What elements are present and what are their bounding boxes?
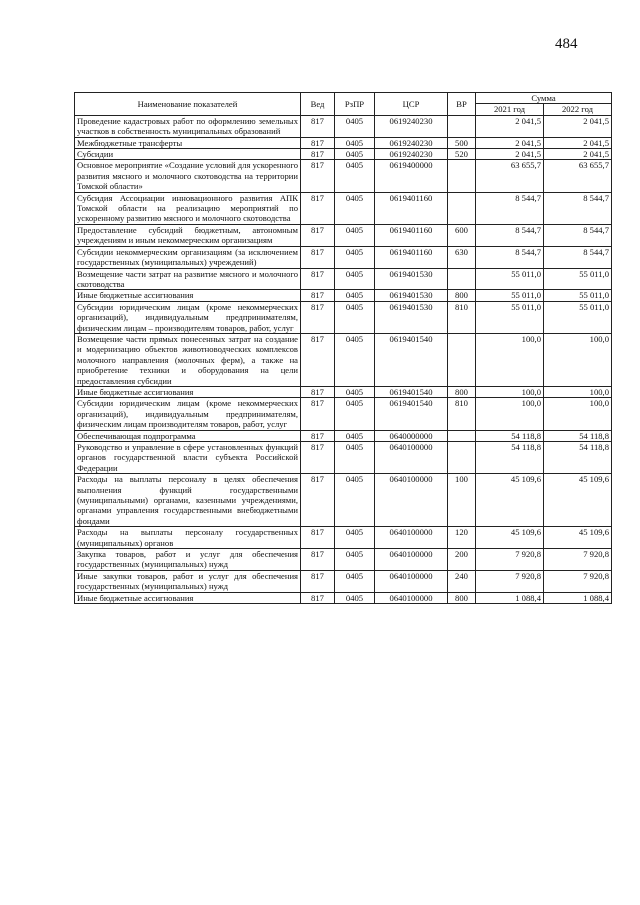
- cell-csr: 0619401160: [375, 224, 448, 246]
- cell-ved: 817: [301, 549, 335, 571]
- cell-y2021: 1 088,4: [476, 592, 544, 603]
- cell-y2021: 54 118,8: [476, 442, 544, 474]
- cell-rzpr: 0405: [335, 386, 375, 397]
- cell-name: Расходы на выплаты персоналу в целях обеспечения выполнения функций государственными (муниципальными) органами, казенными учреждениями, органами управления государственными внебюджетными фондами: [75, 474, 301, 527]
- cell-y2021: 8 544,7: [476, 192, 544, 224]
- cell-y2021: 54 118,8: [476, 430, 544, 441]
- cell-y2021: 2 041,5: [476, 149, 544, 160]
- cell-y2021: 55 011,0: [476, 301, 544, 333]
- cell-ved: 817: [301, 570, 335, 592]
- cell-vr: [448, 430, 476, 441]
- cell-y2021: 100,0: [476, 398, 544, 430]
- cell-y2022: 55 011,0: [544, 268, 612, 290]
- cell-vr: 500: [448, 137, 476, 148]
- cell-y2021: 55 011,0: [476, 290, 544, 301]
- cell-csr: 0640100000: [375, 442, 448, 474]
- table-row: [75, 290, 612, 301]
- cell-name: Предоставление субсидий бюджетным, автономным учреждениям и иным некоммерческим организациям: [75, 224, 301, 246]
- table-body: [75, 115, 612, 603]
- cell-ved: 817: [301, 224, 335, 246]
- cell-ved: 817: [301, 474, 335, 527]
- cell-name: Расходы на выплаты персоналу государственных (муниципальных) органов: [75, 527, 301, 549]
- cell-csr: 0640100000: [375, 549, 448, 571]
- table-row: [75, 527, 612, 549]
- cell-rzpr: 0405: [335, 160, 375, 192]
- table-row: [75, 442, 612, 474]
- cell-y2022: 55 011,0: [544, 290, 612, 301]
- cell-rzpr: 0405: [335, 474, 375, 527]
- cell-y2021: 8 544,7: [476, 246, 544, 268]
- cell-y2021: 63 655,7: [476, 160, 544, 192]
- cell-vr: 520: [448, 149, 476, 160]
- cell-y2022: 63 655,7: [544, 160, 612, 192]
- cell-rzpr: 0405: [335, 192, 375, 224]
- table-row: [75, 224, 612, 246]
- cell-ved: 817: [301, 290, 335, 301]
- header-sum: Сумма: [476, 93, 612, 104]
- header-ved: Вед: [301, 93, 335, 116]
- cell-ved: 817: [301, 430, 335, 441]
- cell-vr: 810: [448, 301, 476, 333]
- cell-name: Межбюджетные трансферты: [75, 137, 301, 148]
- cell-rzpr: 0405: [335, 268, 375, 290]
- cell-vr: 630: [448, 246, 476, 268]
- cell-vr: [448, 442, 476, 474]
- page-number: 484: [555, 36, 578, 52]
- cell-vr: 240: [448, 570, 476, 592]
- cell-ved: 817: [301, 527, 335, 549]
- cell-name: Основное мероприятие «Создание условий для ускоренного развития мясного и молочного скотоводства на территории Томской области»: [75, 160, 301, 192]
- cell-y2022: 100,0: [544, 333, 612, 386]
- table-header: [75, 93, 612, 116]
- cell-y2022: 55 011,0: [544, 301, 612, 333]
- cell-vr: 810: [448, 398, 476, 430]
- cell-rzpr: 0405: [335, 570, 375, 592]
- cell-ved: 817: [301, 268, 335, 290]
- cell-vr: [448, 333, 476, 386]
- cell-csr: 0619400000: [375, 160, 448, 192]
- cell-y2022: 54 118,8: [544, 430, 612, 441]
- cell-rzpr: 0405: [335, 246, 375, 268]
- table-row: [75, 246, 612, 268]
- cell-y2022: 2 041,5: [544, 115, 612, 137]
- cell-y2022: 54 118,8: [544, 442, 612, 474]
- cell-name: Субсидия Ассоциации инновационного развития АПК Томской области на реализацию мероприятий по ускоренному развитию мясного и молочного скотоводства: [75, 192, 301, 224]
- table-row: [75, 160, 612, 192]
- cell-ved: 817: [301, 442, 335, 474]
- cell-ved: 817: [301, 160, 335, 192]
- cell-name: Иные бюджетные ассигнования: [75, 592, 301, 603]
- cell-csr: 0619401530: [375, 290, 448, 301]
- table-row: [75, 149, 612, 160]
- table-row: [75, 570, 612, 592]
- cell-csr: 0619240230: [375, 149, 448, 160]
- cell-ved: 817: [301, 246, 335, 268]
- cell-ved: 817: [301, 398, 335, 430]
- cell-vr: 800: [448, 592, 476, 603]
- header-rzpr: РзПР: [335, 93, 375, 116]
- cell-y2022: 8 544,7: [544, 246, 612, 268]
- cell-name: Возмещение части затрат на развитие мясного и молочного скотоводства: [75, 268, 301, 290]
- cell-csr: 0619401540: [375, 333, 448, 386]
- cell-name: Иные закупки товаров, работ и услуг для обеспечения государственных (муниципальных) нужд: [75, 570, 301, 592]
- cell-ved: 817: [301, 333, 335, 386]
- cell-y2021: 100,0: [476, 386, 544, 397]
- cell-rzpr: 0405: [335, 527, 375, 549]
- cell-y2022: 2 041,5: [544, 137, 612, 148]
- cell-csr: 0619401540: [375, 386, 448, 397]
- cell-vr: [448, 192, 476, 224]
- cell-y2022: 8 544,7: [544, 224, 612, 246]
- cell-y2022: 7 920,8: [544, 549, 612, 571]
- cell-name: Обеспечивающая подпрограмма: [75, 430, 301, 441]
- cell-vr: 200: [448, 549, 476, 571]
- cell-csr: 0640000000: [375, 430, 448, 441]
- cell-y2021: 55 011,0: [476, 268, 544, 290]
- cell-y2022: 2 041,5: [544, 149, 612, 160]
- cell-rzpr: 0405: [335, 149, 375, 160]
- table-row: [75, 301, 612, 333]
- cell-ved: 817: [301, 301, 335, 333]
- cell-vr: 800: [448, 386, 476, 397]
- table-row: [75, 549, 612, 571]
- cell-y2021: 45 109,6: [476, 527, 544, 549]
- cell-y2021: 2 041,5: [476, 137, 544, 148]
- cell-rzpr: 0405: [335, 224, 375, 246]
- cell-y2022: 1 088,4: [544, 592, 612, 603]
- cell-csr: 0640100000: [375, 474, 448, 527]
- cell-name: Иные бюджетные ассигнования: [75, 290, 301, 301]
- cell-y2021: 7 920,8: [476, 549, 544, 571]
- cell-y2021: 7 920,8: [476, 570, 544, 592]
- cell-y2021: 2 041,5: [476, 115, 544, 137]
- cell-rzpr: 0405: [335, 442, 375, 474]
- table-row: [75, 137, 612, 148]
- cell-rzpr: 0405: [335, 333, 375, 386]
- cell-csr: 0619401530: [375, 301, 448, 333]
- cell-rzpr: 0405: [335, 137, 375, 148]
- cell-name: Субсидии: [75, 149, 301, 160]
- cell-y2021: 45 109,6: [476, 474, 544, 527]
- header-vr: ВР: [448, 93, 476, 116]
- table-row: [75, 592, 612, 603]
- cell-csr: 0619401160: [375, 246, 448, 268]
- table-row: [75, 192, 612, 224]
- cell-ved: 817: [301, 115, 335, 137]
- cell-name: Иные бюджетные ассигнования: [75, 386, 301, 397]
- table-row: [75, 386, 612, 397]
- cell-rzpr: 0405: [335, 592, 375, 603]
- cell-name: Субсидии некоммерческим организациям (за исключением государственных (муниципальных) учреждений): [75, 246, 301, 268]
- cell-name: Субсидии юридическим лицам (кроме некоммерческих организаций), индивидуальным предпринимателям, физическим лицам – производителям товаров, работ, услуг: [75, 301, 301, 333]
- cell-rzpr: 0405: [335, 115, 375, 137]
- header-name: Наименование показателей: [75, 93, 301, 116]
- cell-y2021: 100,0: [476, 333, 544, 386]
- header-csr: ЦСР: [375, 93, 448, 116]
- cell-csr: 0619401160: [375, 192, 448, 224]
- cell-rzpr: 0405: [335, 549, 375, 571]
- table-row: [75, 268, 612, 290]
- cell-csr: 0619401530: [375, 268, 448, 290]
- cell-vr: [448, 115, 476, 137]
- cell-vr: 120: [448, 527, 476, 549]
- cell-rzpr: 0405: [335, 290, 375, 301]
- cell-y2021: 8 544,7: [476, 224, 544, 246]
- header-2022: 2022 год: [544, 104, 612, 115]
- cell-vr: [448, 160, 476, 192]
- cell-vr: [448, 268, 476, 290]
- table-row: [75, 474, 612, 527]
- cell-name: Субсидии юридическим лицам (кроме некоммерческих организаций), индивидуальным предпринимателям, физическим лицам производителям товаров, работ, услуг: [75, 398, 301, 430]
- cell-csr: 0619401540: [375, 398, 448, 430]
- cell-vr: 100: [448, 474, 476, 527]
- cell-ved: 817: [301, 137, 335, 148]
- cell-vr: 800: [448, 290, 476, 301]
- cell-csr: 0640100000: [375, 527, 448, 549]
- budget-table: [74, 92, 612, 604]
- cell-y2022: 45 109,6: [544, 527, 612, 549]
- cell-y2022: 100,0: [544, 398, 612, 430]
- cell-rzpr: 0405: [335, 301, 375, 333]
- header-2021: 2021 год: [476, 104, 544, 115]
- cell-y2022: 8 544,7: [544, 192, 612, 224]
- table-row: [75, 398, 612, 430]
- cell-csr: 0619240230: [375, 137, 448, 148]
- cell-y2022: 7 920,8: [544, 570, 612, 592]
- cell-ved: 817: [301, 592, 335, 603]
- cell-csr: 0619240230: [375, 115, 448, 137]
- cell-rzpr: 0405: [335, 430, 375, 441]
- cell-name: Возмещение части прямых понесенных затрат на создание и модернизацию объектов животноводческих комплексов молочного направления (молочных ферм), а также на приобретение техники и оборудования на цели предоставления субсидии: [75, 333, 301, 386]
- cell-name: Проведение кадастровых работ по оформлению земельных участков в собственность муниципальных образований: [75, 115, 301, 137]
- table-row: [75, 430, 612, 441]
- cell-name: Закупка товаров, работ и услуг для обеспечения государственных (муниципальных) нужд: [75, 549, 301, 571]
- cell-rzpr: 0405: [335, 398, 375, 430]
- cell-y2022: 100,0: [544, 386, 612, 397]
- cell-csr: 0640100000: [375, 592, 448, 603]
- cell-name: Руководство и управление в сфере установленных функций органов государственной власти субъекта Российской Федерации: [75, 442, 301, 474]
- cell-ved: 817: [301, 192, 335, 224]
- table-row: [75, 333, 612, 386]
- cell-ved: 817: [301, 149, 335, 160]
- cell-csr: 0640100000: [375, 570, 448, 592]
- cell-y2022: 45 109,6: [544, 474, 612, 527]
- cell-ved: 817: [301, 386, 335, 397]
- cell-vr: 600: [448, 224, 476, 246]
- table-row: [75, 115, 612, 137]
